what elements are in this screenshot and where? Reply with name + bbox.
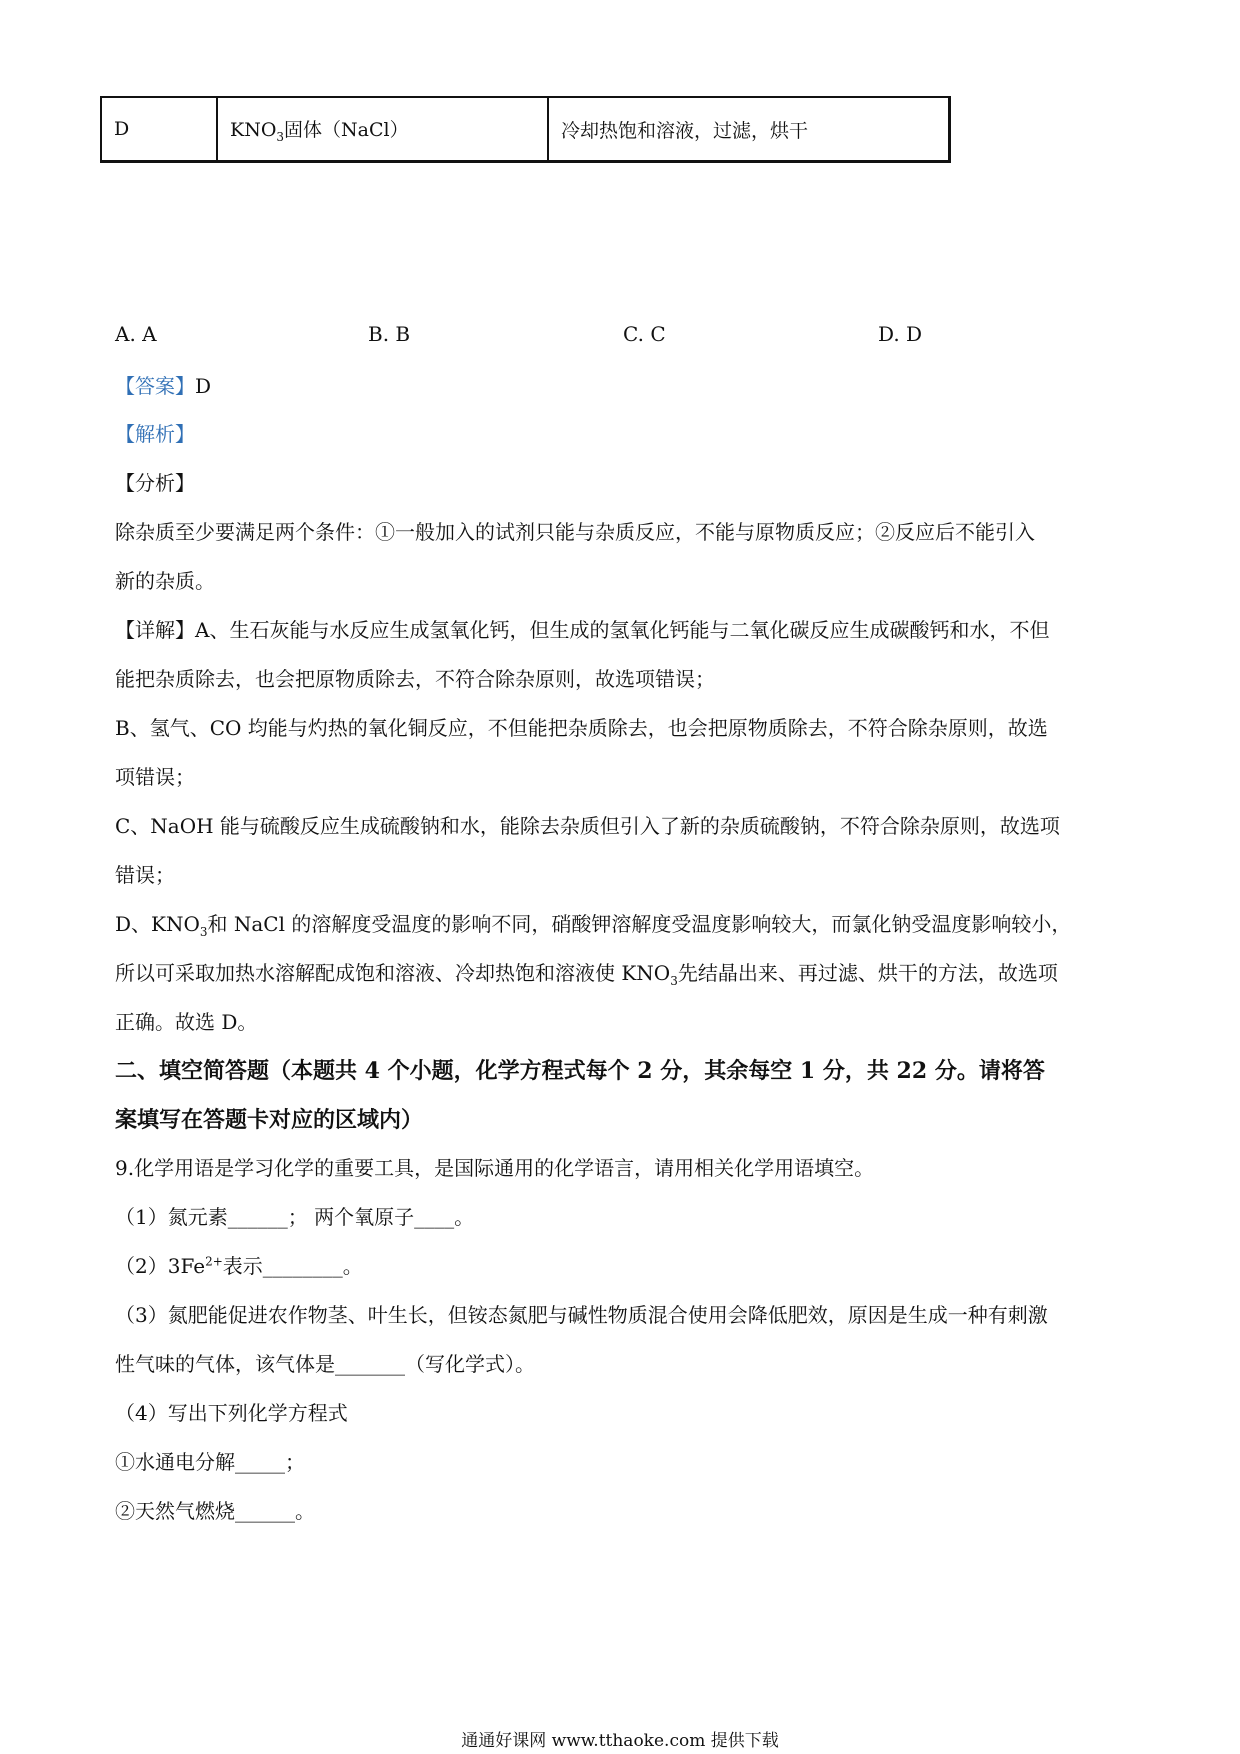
q9-part-4: （4）写出下列化学方程式 bbox=[115, 1401, 348, 1425]
answer-tag: 【答案】 bbox=[115, 374, 195, 398]
section-title-line-2: 案填写在答题卡对应的区域内） bbox=[115, 1107, 424, 1133]
detail-a-line-1: 【详解】A、生石灰能与水反应生成氢氧化钙，但生成的氢氧化钙能与二氧化碳反应生成碳酸钙和水，不但 bbox=[115, 618, 1050, 642]
q9-part-4-item-2: ②天然气燃烧______。 bbox=[115, 1499, 315, 1523]
substance-cell: $KNO_3$固体（NaCl） bbox=[217, 97, 548, 162]
section-title-line-1: 二、填空简答题（本题共 4 个小题，化学方程式每个 2 分，其余每空 1 分，共 22 分。请将答 bbox=[115, 1058, 1045, 1084]
detail-d-line-1: D、$KNO_3$和 NaCl 的溶解度受温度的影响不同，硝酸钾溶解度受温度影响较大，而氯化钠受温度影响较小， bbox=[115, 912, 1072, 939]
detail-c-line-2: 错误； bbox=[115, 863, 175, 887]
detail-tag: 【详解】 bbox=[115, 618, 195, 642]
q9-part-3-line-2: 性气味的气体，该气体是_______（写化学式）。 bbox=[115, 1352, 535, 1376]
q9-part-2: $(2)3Fe^{2+}$表示________。 bbox=[115, 1254, 363, 1278]
choice-d: D. D bbox=[878, 322, 923, 346]
q9-part-3-line-1: （3）氮肥能促进农作物茎、叶生长，但铵态氮肥与碱性物质混合使用会降低肥效，原因是生成一种有刺激 bbox=[115, 1303, 1048, 1327]
q9-part-4-item-1: ①水通电分解_____； bbox=[115, 1450, 305, 1474]
method-cell: 冷却热饱和溶液，过滤，烘干 bbox=[548, 97, 950, 162]
analysis-tag: 【解析】 bbox=[115, 422, 195, 446]
detail-a-line-2: 能把杂质除去，也会把原物质除去，不符合除杂原则，故选项错误； bbox=[115, 667, 715, 691]
answer-line bbox=[115, 370, 211, 399]
detail-d-line-3: 正确。故选 D。 bbox=[115, 1010, 258, 1034]
fenxi-tag: 【分析】 bbox=[115, 471, 195, 495]
choice-b: B. B bbox=[368, 322, 411, 346]
fenxi-text-1: 除杂质至少要满足两个条件：①一般加入的试剂只能与杂质反应，不能与原物质反应；②反应后不能引入 bbox=[115, 520, 1035, 544]
table-row bbox=[101, 97, 950, 162]
q9-stem: 9.化学用语是学习化学的重要工具，是国际通用的化学语言，请用相关化学用语填空。 bbox=[115, 1156, 875, 1180]
detail-b-line-2: 项错误； bbox=[115, 765, 195, 789]
q9-part-1: （1）氮元素______； 两个氧原子____。 bbox=[115, 1205, 475, 1229]
detail-b-line-1: B、氢气、CO 均能与灼热的氧化铜反应，不但能把杂质除去，也会把原物质除去，不符合除杂原则，故选 bbox=[115, 716, 1048, 740]
answer-value: D bbox=[195, 374, 212, 398]
choice-c: C. C bbox=[623, 322, 666, 346]
page-footer: 通通好课网 www.tthaoke.com 提供下载 bbox=[461, 1731, 779, 1751]
option-label-cell: D bbox=[101, 97, 217, 162]
option-table bbox=[100, 96, 951, 163]
detail-d-line-2: 所以可采取加热水溶解配成饱和溶液、冷却热饱和溶液使 $KNO_3$先结晶出来、再过滤、烘干的方法，故选项 bbox=[115, 961, 1058, 988]
detail-c-line-1: C、NaOH 能与硫酸反应生成硫酸钠和水，能除去杂质但引入了新的杂质硫酸钠，不符合除杂原则，故选项 bbox=[115, 814, 1060, 838]
fenxi-text-2: 新的杂质。 bbox=[115, 569, 215, 593]
choice-a: A. A bbox=[115, 322, 157, 346]
